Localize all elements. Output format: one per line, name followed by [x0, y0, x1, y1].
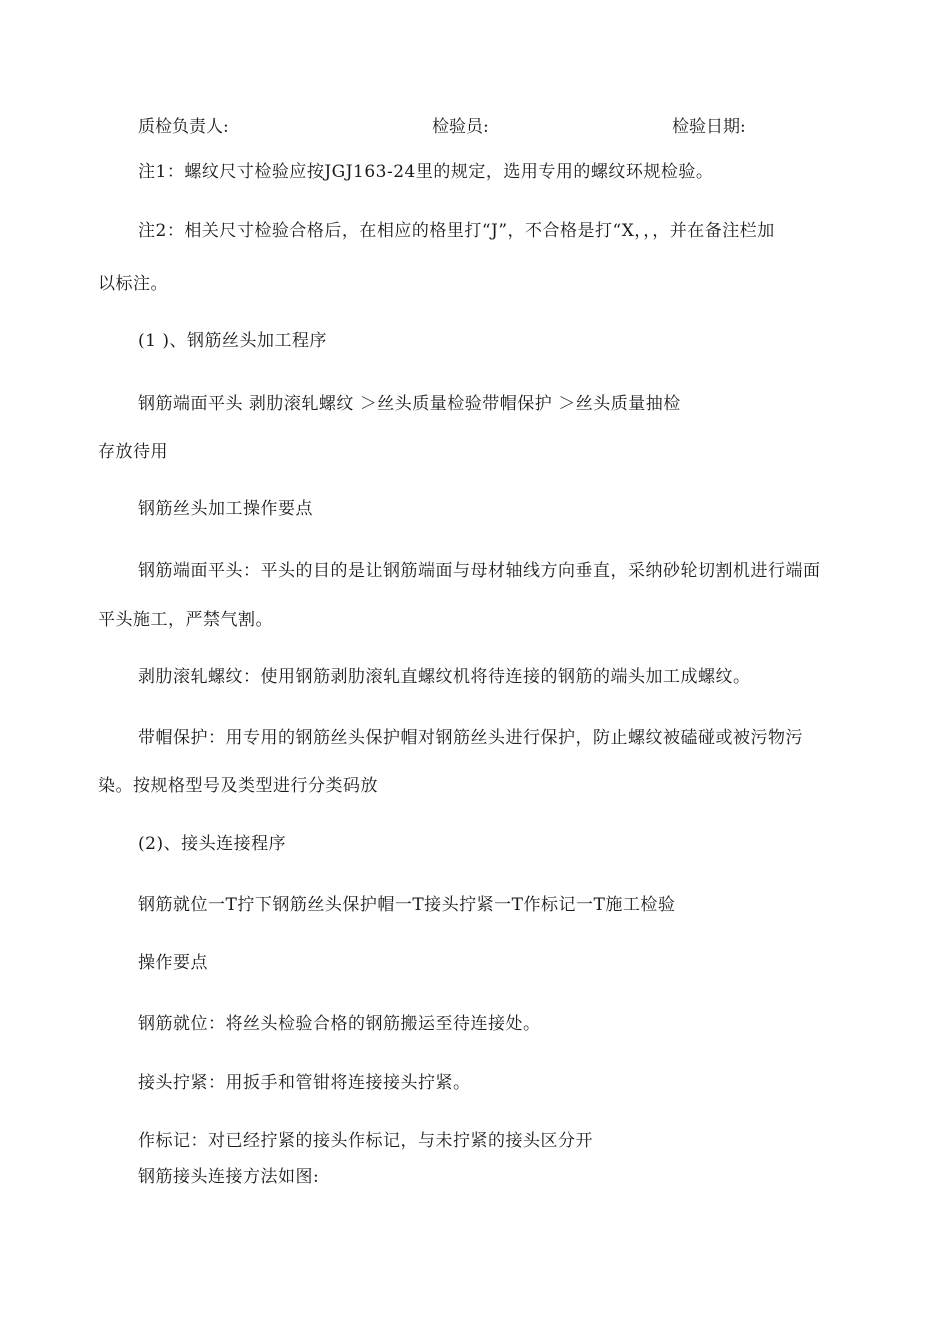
note-2-line-2: 以标注。: [98, 274, 168, 294]
section-1-flow-line-2: 存放待用: [98, 442, 168, 462]
section-1-flow-line-1: 钢筋端面平头 剥肋滚轧螺纹 ＞丝头质量检验带帽保护 ＞丝头质量抽检: [138, 394, 681, 414]
section-2-point-4: 钢筋接头连接方法如图:: [138, 1167, 320, 1187]
section-2-flow: 钢筋就位一T拧下钢筋丝头保护帽一T接头拧紧一T作标记一T施工检验: [138, 895, 676, 915]
section-2-points-heading: 操作要点: [138, 953, 208, 973]
section-1-point-2: 剥肋滚轧螺纹：使用钢筋剥肋滚轧直螺纹机将待连接的钢筋的端头加工成螺纹。: [138, 667, 751, 687]
section-2-point-1: 钢筋就位：将丝头检验合格的钢筋搬运至待连接处。: [138, 1014, 541, 1034]
note-2-line-1: 注2：相关尺寸检验合格后，在相应的格里打“J”，不合格是打“X，，，并在备注栏加: [138, 221, 775, 241]
section-1-point-1-line-2: 平头施工，严禁气割。: [98, 610, 273, 630]
qc-head-label: 质检负责人:: [138, 117, 229, 137]
inspection-date-label: 检验日期:: [672, 117, 746, 137]
inspector-label: 检验员:: [432, 117, 489, 137]
section-1-point-3-line-1: 带帽保护：用专用的钢筋丝头保护帽对钢筋丝头进行保护，防止螺纹被磕碰或被污物污: [138, 728, 803, 748]
section-2-heading: (2)、接头连接程序: [138, 834, 287, 854]
section-1-points-heading: 钢筋丝头加工操作要点: [138, 499, 313, 519]
section-1-heading: (1 )、钢筋丝头加工程序: [138, 331, 327, 351]
section-1-point-3-line-2: 染。按规格型号及类型进行分类码放: [98, 776, 378, 796]
section-2-point-3: 作标记：对已经拧紧的接头作标记，与未拧紧的接头区分开: [138, 1131, 593, 1151]
section-1-point-1-line-1: 钢筋端面平头：平头的目的是让钢筋端面与母材轴线方向垂直，采纳砂轮切割机进行端面: [138, 561, 821, 581]
note-1: 注1：螺纹尺寸检验应按JGJ163-24里的规定，选用专用的螺纹环规检验。: [138, 162, 714, 182]
section-2-point-2: 接头拧紧：用扳手和管钳将连接接头拧紧。: [138, 1073, 471, 1093]
